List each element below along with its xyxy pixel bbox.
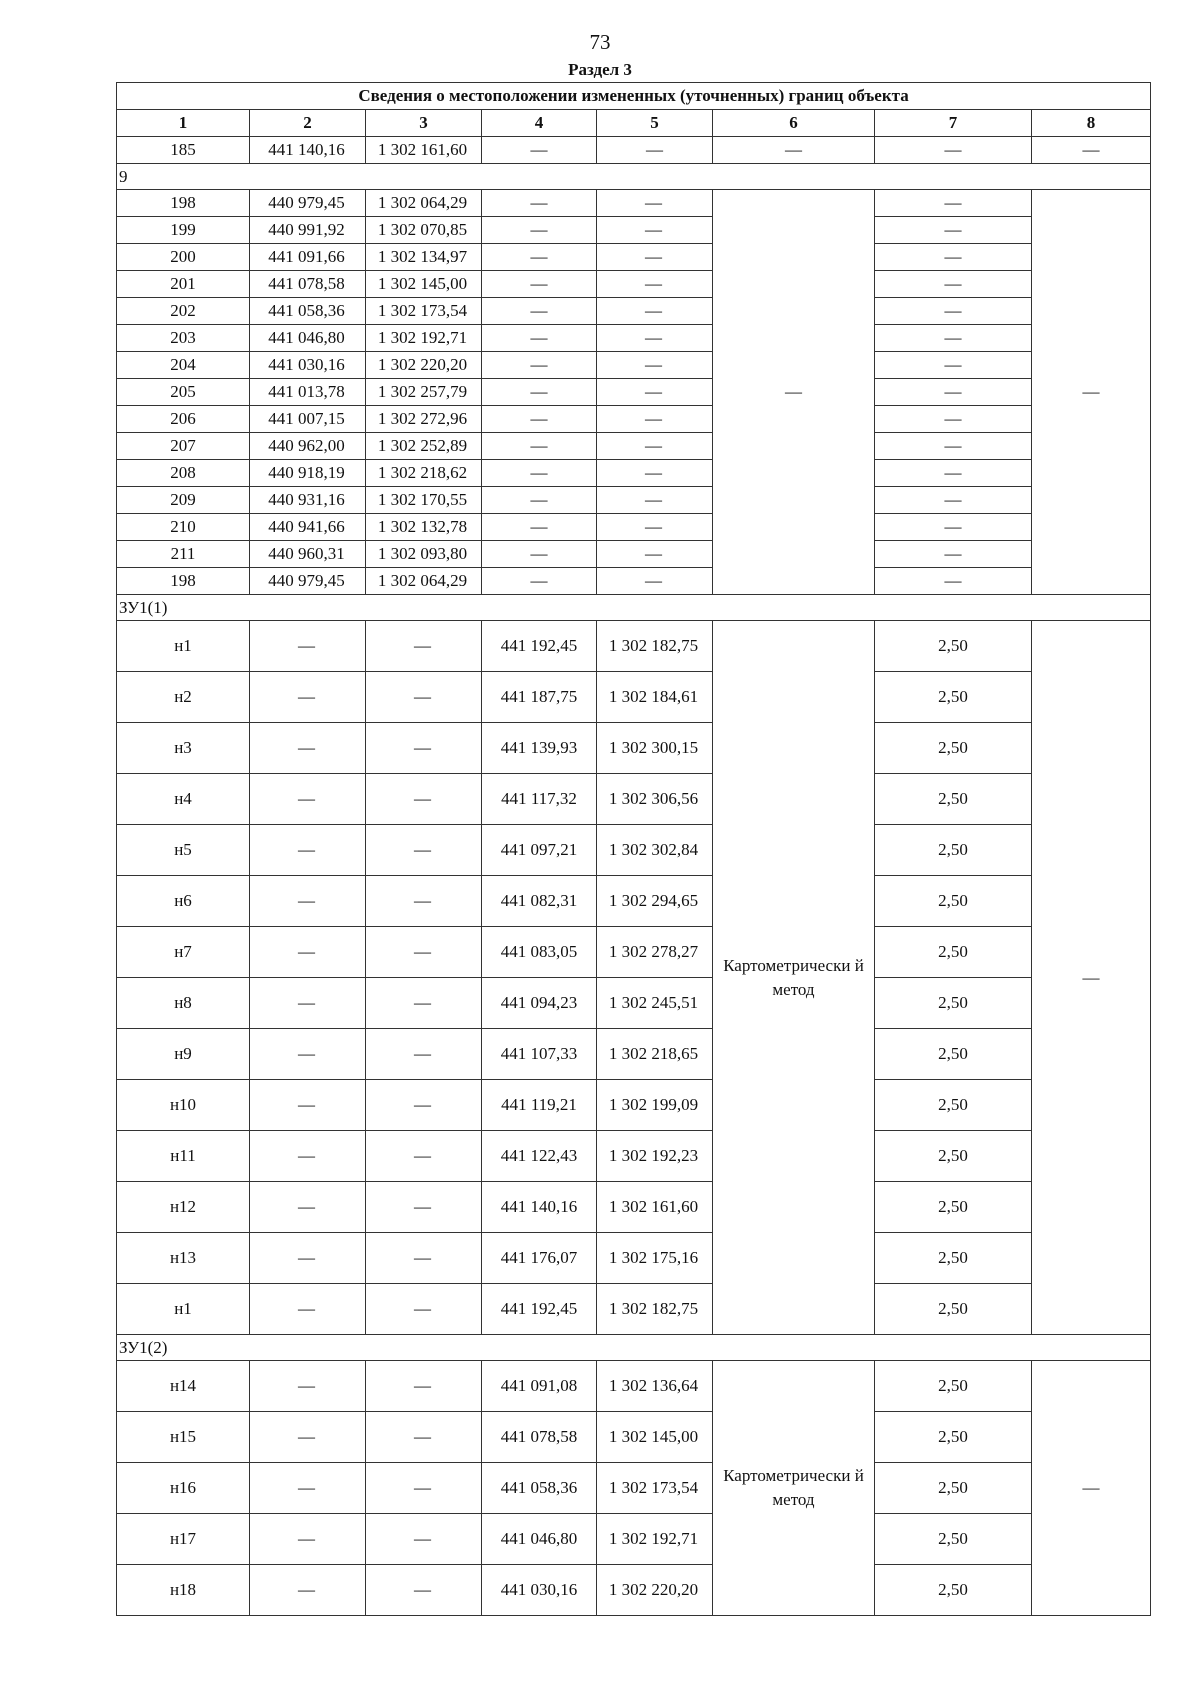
new-y: — (597, 217, 713, 244)
new-y: — (597, 352, 713, 379)
point-number: 208 (117, 460, 250, 487)
point-number: н12 (117, 1182, 250, 1233)
point-number: 200 (117, 244, 250, 271)
table-row (117, 217, 1151, 244)
existing-x: 441 058,36 (250, 298, 366, 325)
accuracy: — (875, 244, 1032, 271)
existing-y: — (366, 1029, 482, 1080)
accuracy: — (875, 514, 1032, 541)
new-x: — (482, 406, 597, 433)
method: — (713, 190, 875, 595)
accuracy: 2,50 (875, 621, 1032, 672)
table-row (117, 825, 1151, 876)
description: — (1032, 190, 1151, 595)
existing-y: 1 302 192,71 (366, 325, 482, 352)
existing-x: — (250, 1284, 366, 1335)
column-header: 4 (482, 110, 597, 137)
existing-y: 1 302 134,97 (366, 244, 482, 271)
existing-y: — (366, 1284, 482, 1335)
existing-y: — (366, 723, 482, 774)
new-x: 441 117,32 (482, 774, 597, 825)
point-number: 209 (117, 487, 250, 514)
new-x: — (482, 352, 597, 379)
existing-y: — (366, 1412, 482, 1463)
accuracy: 2,50 (875, 774, 1032, 825)
existing-x: — (250, 774, 366, 825)
existing-y: 1 302 252,89 (366, 433, 482, 460)
new-y: 1 302 199,09 (597, 1080, 713, 1131)
accuracy: — (875, 379, 1032, 406)
point-number: 198 (117, 568, 250, 595)
accuracy: — (875, 433, 1032, 460)
existing-x: — (250, 1565, 366, 1616)
point-number: н9 (117, 1029, 250, 1080)
new-y: 1 302 145,00 (597, 1412, 713, 1463)
boundary-table (116, 82, 1151, 1616)
method: Картометрически й метод (713, 1361, 875, 1616)
table-row (117, 487, 1151, 514)
existing-x: 441 013,78 (250, 379, 366, 406)
existing-y: 1 302 218,62 (366, 460, 482, 487)
point-number: н10 (117, 1080, 250, 1131)
existing-y: 1 302 220,20 (366, 352, 482, 379)
existing-x: 441 030,16 (250, 352, 366, 379)
point-number: 185 (117, 137, 250, 164)
existing-x: — (250, 1412, 366, 1463)
existing-x: 441 007,15 (250, 406, 366, 433)
point-number: 205 (117, 379, 250, 406)
accuracy: 2,50 (875, 1565, 1032, 1616)
accuracy: — (875, 568, 1032, 595)
point-number: н6 (117, 876, 250, 927)
new-x: — (482, 379, 597, 406)
new-y: 1 302 175,16 (597, 1233, 713, 1284)
accuracy: — (875, 352, 1032, 379)
table-row (117, 927, 1151, 978)
accuracy: 2,50 (875, 1233, 1032, 1284)
accuracy: — (875, 541, 1032, 568)
table-row (117, 541, 1151, 568)
new-y: — (597, 406, 713, 433)
new-x: 441 058,36 (482, 1463, 597, 1514)
existing-y: — (366, 1182, 482, 1233)
accuracy: 2,50 (875, 1080, 1032, 1131)
accuracy: — (875, 217, 1032, 244)
new-y: — (597, 137, 713, 164)
existing-x: 440 991,92 (250, 217, 366, 244)
existing-y: — (366, 1131, 482, 1182)
accuracy: — (875, 406, 1032, 433)
existing-x: 441 140,16 (250, 137, 366, 164)
new-y: 1 302 182,75 (597, 621, 713, 672)
existing-x: 440 962,00 (250, 433, 366, 460)
point-number: н1 (117, 1284, 250, 1335)
new-x: 441 107,33 (482, 1029, 597, 1080)
existing-x: 441 046,80 (250, 325, 366, 352)
existing-x: — (250, 672, 366, 723)
accuracy: 2,50 (875, 1131, 1032, 1182)
table-row (117, 1361, 1151, 1412)
table-row (117, 1412, 1151, 1463)
new-x: 441 119,21 (482, 1080, 597, 1131)
new-y: 1 302 184,61 (597, 672, 713, 723)
new-x: 441 140,16 (482, 1182, 597, 1233)
existing-x: 440 979,45 (250, 190, 366, 217)
new-x: — (482, 217, 597, 244)
new-x: 441 083,05 (482, 927, 597, 978)
accuracy: 2,50 (875, 825, 1032, 876)
column-header: 7 (875, 110, 1032, 137)
new-x: 441 176,07 (482, 1233, 597, 1284)
existing-y: 1 302 161,60 (366, 137, 482, 164)
accuracy: 2,50 (875, 927, 1032, 978)
method: Картометрически й метод (713, 621, 875, 1335)
existing-x: — (250, 723, 366, 774)
existing-y: — (366, 1080, 482, 1131)
new-y: 1 302 192,23 (597, 1131, 713, 1182)
accuracy: — (875, 325, 1032, 352)
new-x: — (482, 244, 597, 271)
new-y: 1 302 192,71 (597, 1514, 713, 1565)
existing-y: 1 302 093,80 (366, 541, 482, 568)
existing-x: 440 960,31 (250, 541, 366, 568)
group-label: ЗУ1(2) (117, 1335, 1151, 1361)
new-x: 441 094,23 (482, 978, 597, 1029)
column-header: 5 (597, 110, 713, 137)
new-y: — (597, 460, 713, 487)
point-number: 204 (117, 352, 250, 379)
new-x: 441 046,80 (482, 1514, 597, 1565)
new-x: — (482, 433, 597, 460)
column-header: 1 (117, 110, 250, 137)
table-caption: Сведения о местоположении измененных (уточненных) границ объекта (117, 83, 1151, 110)
column-header: 6 (713, 110, 875, 137)
point-number: 202 (117, 298, 250, 325)
point-number: 203 (117, 325, 250, 352)
accuracy: — (875, 137, 1032, 164)
table-row (117, 137, 1151, 164)
new-x: 441 139,93 (482, 723, 597, 774)
column-header: 3 (366, 110, 482, 137)
new-y: 1 302 182,75 (597, 1284, 713, 1335)
accuracy: — (875, 487, 1032, 514)
point-number: 199 (117, 217, 250, 244)
point-number: н16 (117, 1463, 250, 1514)
point-number: 207 (117, 433, 250, 460)
table-row (117, 1182, 1151, 1233)
table-row (117, 1514, 1151, 1565)
existing-x: 440 931,16 (250, 487, 366, 514)
new-y: 1 302 302,84 (597, 825, 713, 876)
existing-x: 440 918,19 (250, 460, 366, 487)
new-x: — (482, 325, 597, 352)
new-y: — (597, 433, 713, 460)
new-x: 441 192,45 (482, 621, 597, 672)
method: — (713, 137, 875, 164)
new-x: 441 097,21 (482, 825, 597, 876)
point-number: 210 (117, 514, 250, 541)
new-y: — (597, 541, 713, 568)
existing-x: — (250, 1514, 366, 1565)
new-y: 1 302 161,60 (597, 1182, 713, 1233)
new-y: 1 302 306,56 (597, 774, 713, 825)
point-number: н13 (117, 1233, 250, 1284)
new-y: — (597, 298, 713, 325)
page-number: 73 (589, 30, 611, 54)
accuracy: 2,50 (875, 672, 1032, 723)
existing-x: 440 979,45 (250, 568, 366, 595)
new-y: 1 302 294,65 (597, 876, 713, 927)
point-number: н8 (117, 978, 250, 1029)
accuracy: 2,50 (875, 1361, 1032, 1412)
existing-y: 1 302 070,85 (366, 217, 482, 244)
existing-x: — (250, 1233, 366, 1284)
new-x: 441 030,16 (482, 1565, 597, 1616)
column-header: 8 (1032, 110, 1151, 137)
accuracy: — (875, 298, 1032, 325)
point-number: 198 (117, 190, 250, 217)
accuracy: 2,50 (875, 1029, 1032, 1080)
new-x: 441 078,58 (482, 1412, 597, 1463)
existing-x: 440 941,66 (250, 514, 366, 541)
accuracy: 2,50 (875, 723, 1032, 774)
new-x: — (482, 568, 597, 595)
point-number: 206 (117, 406, 250, 433)
existing-x: — (250, 1463, 366, 1514)
group-label: ЗУ1(1) (117, 595, 1151, 621)
existing-x: — (250, 621, 366, 672)
new-y: 1 302 278,27 (597, 927, 713, 978)
existing-y: — (366, 927, 482, 978)
point-number: н7 (117, 927, 250, 978)
existing-x: — (250, 978, 366, 1029)
point-number: н17 (117, 1514, 250, 1565)
new-x: 441 091,08 (482, 1361, 597, 1412)
new-y: — (597, 514, 713, 541)
table-row (117, 723, 1151, 774)
point-number: н3 (117, 723, 250, 774)
new-y: 1 302 136,64 (597, 1361, 713, 1412)
group-row (117, 1335, 1151, 1361)
existing-x: — (250, 1029, 366, 1080)
new-y: 1 302 220,20 (597, 1565, 713, 1616)
description: — (1032, 1361, 1151, 1616)
accuracy: — (875, 271, 1032, 298)
existing-y: — (366, 1565, 482, 1616)
point-number: н14 (117, 1361, 250, 1412)
table-row (117, 514, 1151, 541)
new-x: — (482, 271, 597, 298)
new-x: — (482, 190, 597, 217)
existing-y: 1 302 272,96 (366, 406, 482, 433)
new-x: 441 192,45 (482, 1284, 597, 1335)
new-y: 1 302 218,65 (597, 1029, 713, 1080)
existing-y: 1 302 132,78 (366, 514, 482, 541)
accuracy: 2,50 (875, 1182, 1032, 1233)
accuracy: 2,50 (875, 1284, 1032, 1335)
table-row (117, 271, 1151, 298)
table-row (117, 244, 1151, 271)
accuracy: — (875, 190, 1032, 217)
new-y: — (597, 325, 713, 352)
existing-x: — (250, 1080, 366, 1131)
point-number: н5 (117, 825, 250, 876)
table-row (117, 978, 1151, 1029)
existing-y: — (366, 672, 482, 723)
table-row (117, 672, 1151, 723)
accuracy: 2,50 (875, 978, 1032, 1029)
new-y: — (597, 379, 713, 406)
existing-y: — (366, 978, 482, 1029)
description: — (1032, 621, 1151, 1335)
existing-x: 441 091,66 (250, 244, 366, 271)
section-title: Раздел 3 (568, 60, 632, 79)
point-number: 211 (117, 541, 250, 568)
existing-y: 1 302 064,29 (366, 190, 482, 217)
table-row (117, 1284, 1151, 1335)
existing-x: 441 078,58 (250, 271, 366, 298)
accuracy: — (875, 460, 1032, 487)
point-number: н4 (117, 774, 250, 825)
existing-y: — (366, 1233, 482, 1284)
point-number: н18 (117, 1565, 250, 1616)
new-x: 441 122,43 (482, 1131, 597, 1182)
existing-y: — (366, 621, 482, 672)
existing-x: — (250, 825, 366, 876)
table-row (117, 621, 1151, 672)
description: — (1032, 137, 1151, 164)
existing-y: — (366, 1361, 482, 1412)
accuracy: 2,50 (875, 876, 1032, 927)
new-x: — (482, 298, 597, 325)
existing-y: — (366, 774, 482, 825)
point-number: н11 (117, 1131, 250, 1182)
new-x: — (482, 541, 597, 568)
table-row (117, 568, 1151, 595)
existing-y: — (366, 876, 482, 927)
accuracy: 2,50 (875, 1412, 1032, 1463)
existing-y: 1 302 170,55 (366, 487, 482, 514)
table-row (117, 379, 1151, 406)
new-x: 441 187,75 (482, 672, 597, 723)
table-row (117, 433, 1151, 460)
table-row (117, 406, 1151, 433)
point-number: н1 (117, 621, 250, 672)
existing-x: — (250, 1131, 366, 1182)
point-number: н15 (117, 1412, 250, 1463)
table-row (117, 1233, 1151, 1284)
table-row (117, 1463, 1151, 1514)
new-y: — (597, 244, 713, 271)
accuracy: 2,50 (875, 1514, 1032, 1565)
existing-y: — (366, 825, 482, 876)
existing-y: 1 302 257,79 (366, 379, 482, 406)
existing-y: 1 302 173,54 (366, 298, 482, 325)
table-row (117, 1131, 1151, 1182)
existing-x: — (250, 1361, 366, 1412)
new-y: 1 302 173,54 (597, 1463, 713, 1514)
existing-y: — (366, 1514, 482, 1565)
accuracy: 2,50 (875, 1463, 1032, 1514)
table-row (117, 298, 1151, 325)
group-row (117, 595, 1151, 621)
table-row (117, 876, 1151, 927)
table-row (117, 1565, 1151, 1616)
existing-y: — (366, 1463, 482, 1514)
table-row (117, 190, 1151, 217)
existing-x: — (250, 876, 366, 927)
table-row (117, 325, 1151, 352)
table-row (117, 460, 1151, 487)
table-row (117, 1029, 1151, 1080)
new-y: — (597, 190, 713, 217)
new-x: — (482, 514, 597, 541)
new-x: — (482, 460, 597, 487)
new-y: — (597, 487, 713, 514)
table-row (117, 352, 1151, 379)
new-y: — (597, 271, 713, 298)
new-x: 441 082,31 (482, 876, 597, 927)
new-y: 1 302 300,15 (597, 723, 713, 774)
existing-y: 1 302 145,00 (366, 271, 482, 298)
existing-x: — (250, 1182, 366, 1233)
new-y: 1 302 245,51 (597, 978, 713, 1029)
column-header: 2 (250, 110, 366, 137)
point-number: 201 (117, 271, 250, 298)
group-label: 9 (117, 164, 1151, 190)
new-y: — (597, 568, 713, 595)
group-row (117, 164, 1151, 190)
table-row (117, 774, 1151, 825)
table-row (117, 1080, 1151, 1131)
point-number: н2 (117, 672, 250, 723)
new-x: — (482, 487, 597, 514)
existing-x: — (250, 927, 366, 978)
existing-y: 1 302 064,29 (366, 568, 482, 595)
new-x: — (482, 137, 597, 164)
